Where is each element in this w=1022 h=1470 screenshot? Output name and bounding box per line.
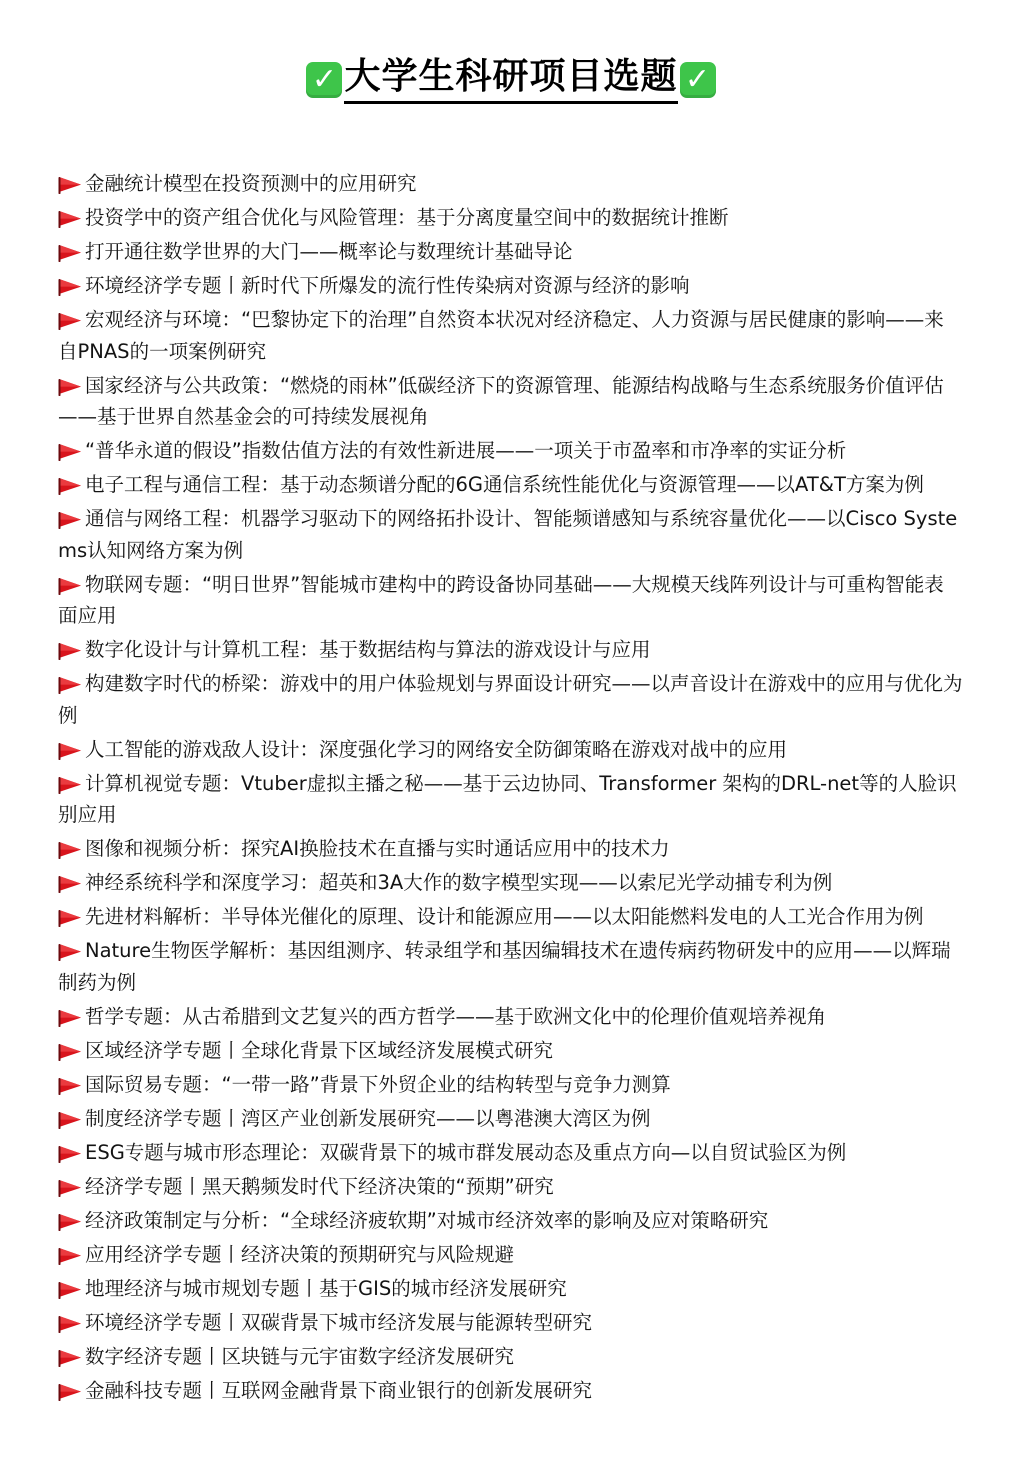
topic-text: 金融统计模型在投资预测中的应用研究 [85, 172, 417, 195]
topic-text: 数字经济专题丨区块链与元宇宙数字经济发展研究 [85, 1344, 515, 1368]
topic-item [58, 768, 963, 831]
red-flag-icon [58, 1315, 82, 1333]
topic-text: 宏观经济与环境：“巴黎协定下的治理”自然资本状况对经济稳定、人力资源与居民健康的影响——来自PNAS的一项案例研究 [58, 308, 944, 363]
topic-item [58, 569, 963, 632]
red-flag-icon [58, 1247, 82, 1265]
topic-item [58, 668, 963, 731]
topic-item [58, 1375, 963, 1407]
topic-text: 地理经济与城市规划专题丨基于GIS的城市经济发展研究 [85, 1276, 567, 1300]
topic-text: 通信与网络工程：机器学习驱动下的网络拓扑设计、智能频谱感知与系统容量优化——以Cisco Systems认知网络方案为例 [58, 507, 958, 562]
red-flag-icon [58, 642, 82, 660]
topic-item [58, 435, 963, 467]
red-flag-icon [58, 1111, 82, 1129]
check-mark-icon: ✓ [306, 62, 342, 98]
red-flag-icon [58, 1043, 82, 1061]
topic-item [58, 469, 963, 501]
topic-item [58, 202, 963, 234]
topic-text: 国际贸易专题：“一带一路”背景下外贸企业的结构转型与竞争力测算 [85, 1072, 671, 1096]
topic-text: 先进材料解析：半导体光催化的原理、设计和能源应用——以太阳能燃料发电的人工光合作用为例 [85, 905, 924, 928]
topic-text: 物联网专题：“明日世界”智能城市建构中的跨设备协同基础——大规模天线阵列设计与可重构智能表面应用 [58, 572, 944, 627]
topic-item [58, 1069, 963, 1101]
topic-item [58, 734, 963, 766]
header [0, 55, 1022, 104]
topic-item [58, 1103, 963, 1135]
red-flag-icon [58, 378, 82, 396]
topic-item [58, 833, 963, 865]
topic-text: 数字化设计与计算机工程：基于数据结构与算法的游戏设计与应用 [85, 638, 651, 661]
topic-text: 图像和视频分析：探究AI换脸技术在直播与实时通话应用中的技术力 [85, 837, 670, 860]
red-flag-icon [58, 244, 82, 262]
topic-item [58, 1307, 963, 1339]
topic-item [58, 1273, 963, 1305]
red-flag-icon [58, 1213, 82, 1231]
red-flag-icon [58, 477, 82, 495]
topic-text: 应用经济学专题丨经济决策的预期研究与风险规避 [85, 1242, 515, 1266]
check-mark-icon: ✓ [680, 62, 716, 98]
topic-text: 构建数字时代的桥梁：游戏中的用户体验规划与界面设计研究——以声音设计在游戏中的应用与优化为例 [58, 672, 963, 727]
red-flag-icon [58, 676, 82, 694]
red-flag-icon [58, 210, 82, 228]
topic-item [58, 304, 963, 367]
red-flag-icon [58, 943, 82, 961]
red-flag-icon [58, 1349, 82, 1367]
topic-text: 区域经济学专题丨全球化背景下区域经济发展模式研究 [85, 1038, 554, 1062]
topic-text: 国家经济与公共政策：“燃烧的雨林”低碳经济下的资源管理、能源结构战略与生态系统服务价值评估——基于世界自然基金会的可持续发展视角 [58, 373, 944, 428]
topic-item [58, 1171, 963, 1203]
red-flag-icon [58, 1179, 82, 1197]
topic-text: 经济政策制定与分析：“全球经济疲软期”对城市经济效率的影响及应对策略研究 [85, 1208, 769, 1232]
red-flag-icon [58, 1009, 82, 1027]
topic-text: ESG专题与城市形态理论：双碳背景下的城市群发展动态及重点方向—以自贸试验区为例 [85, 1140, 847, 1164]
red-flag-icon [58, 742, 82, 760]
topic-text: 金融科技专题丨互联网金融背景下商业银行的创新发展研究 [85, 1378, 593, 1402]
topic-text: Nature生物医学解析：基因组测序、转录组学和基因编辑技术在遗传病药物研发中的应用——以辉瑞制药为例 [58, 939, 951, 994]
red-flag-icon [58, 841, 82, 859]
topic-item [58, 236, 963, 268]
topic-item [58, 168, 963, 200]
topic-item [58, 503, 963, 566]
topic-text: 投资学中的资产组合优化与风险管理：基于分离度量空间中的数据统计推断 [85, 206, 729, 229]
red-flag-icon [58, 776, 82, 794]
topic-item [58, 1035, 963, 1067]
topic-text: 环境经济学专题丨双碳背景下城市经济发展与能源转型研究 [85, 1310, 593, 1334]
topic-item [58, 370, 963, 433]
red-flag-icon [58, 1145, 82, 1163]
red-flag-icon [58, 909, 82, 927]
red-flag-icon [58, 875, 82, 893]
topic-text: 环境经济学专题丨新时代下所爆发的流行性传染病对资源与经济的影响 [85, 274, 690, 297]
topic-text: 人工智能的游戏敌人设计：深度强化学习的网络安全防御策略在游戏对战中的应用 [85, 737, 788, 761]
topic-item [58, 1205, 963, 1237]
red-flag-icon [58, 443, 82, 461]
red-flag-icon [58, 1077, 82, 1095]
topic-item [58, 270, 963, 302]
red-flag-icon [58, 511, 82, 529]
red-flag-icon [58, 1281, 82, 1299]
red-flag-icon [58, 312, 82, 330]
red-flag-icon [58, 577, 82, 595]
topic-text: 制度经济学专题丨湾区产业创新发展研究——以粤港澳大湾区为例 [85, 1106, 651, 1130]
topic-text: “普华永道的假设”指数估值方法的有效性新进展——一项关于市盈率和市净率的实证分析 [85, 439, 847, 462]
topic-item [58, 935, 963, 998]
topic-item [58, 1239, 963, 1271]
topic-text: 打开通往数学世界的大门——概率论与数理统计基础导论 [85, 240, 573, 263]
topic-item [58, 901, 963, 933]
topic-text: 神经系统科学和深度学习：超英和3A大作的数字模型实现——以索尼光学动捕专利为例 [85, 871, 833, 894]
topic-item [58, 1341, 963, 1373]
topic-text: 计算机视觉专题：Vtuber虚拟主播之秘——基于云边协同、Transformer 架构的DRL-net等的人脸识别应用 [58, 771, 957, 826]
red-flag-icon [58, 176, 82, 194]
topic-item [58, 1001, 963, 1033]
topic-item [58, 634, 963, 666]
topic-item [58, 867, 963, 899]
topic-text: 电子工程与通信工程：基于动态频谱分配的6G通信系统性能优化与资源管理——以AT&T方案为例 [85, 473, 924, 496]
red-flag-icon [58, 278, 82, 296]
topic-text: 哲学专题：从古希腊到文艺复兴的西方哲学——基于欧洲文化中的伦理价值观培养视角 [85, 1004, 827, 1028]
topic-text: 经济学专题丨黑天鹅频发时代下经济决策的“预期”研究 [85, 1174, 554, 1198]
topic-item [58, 1137, 963, 1169]
topic-list [58, 168, 963, 1409]
page-title: 大学生科研项目选题 [344, 55, 677, 104]
red-flag-icon [58, 1383, 82, 1401]
